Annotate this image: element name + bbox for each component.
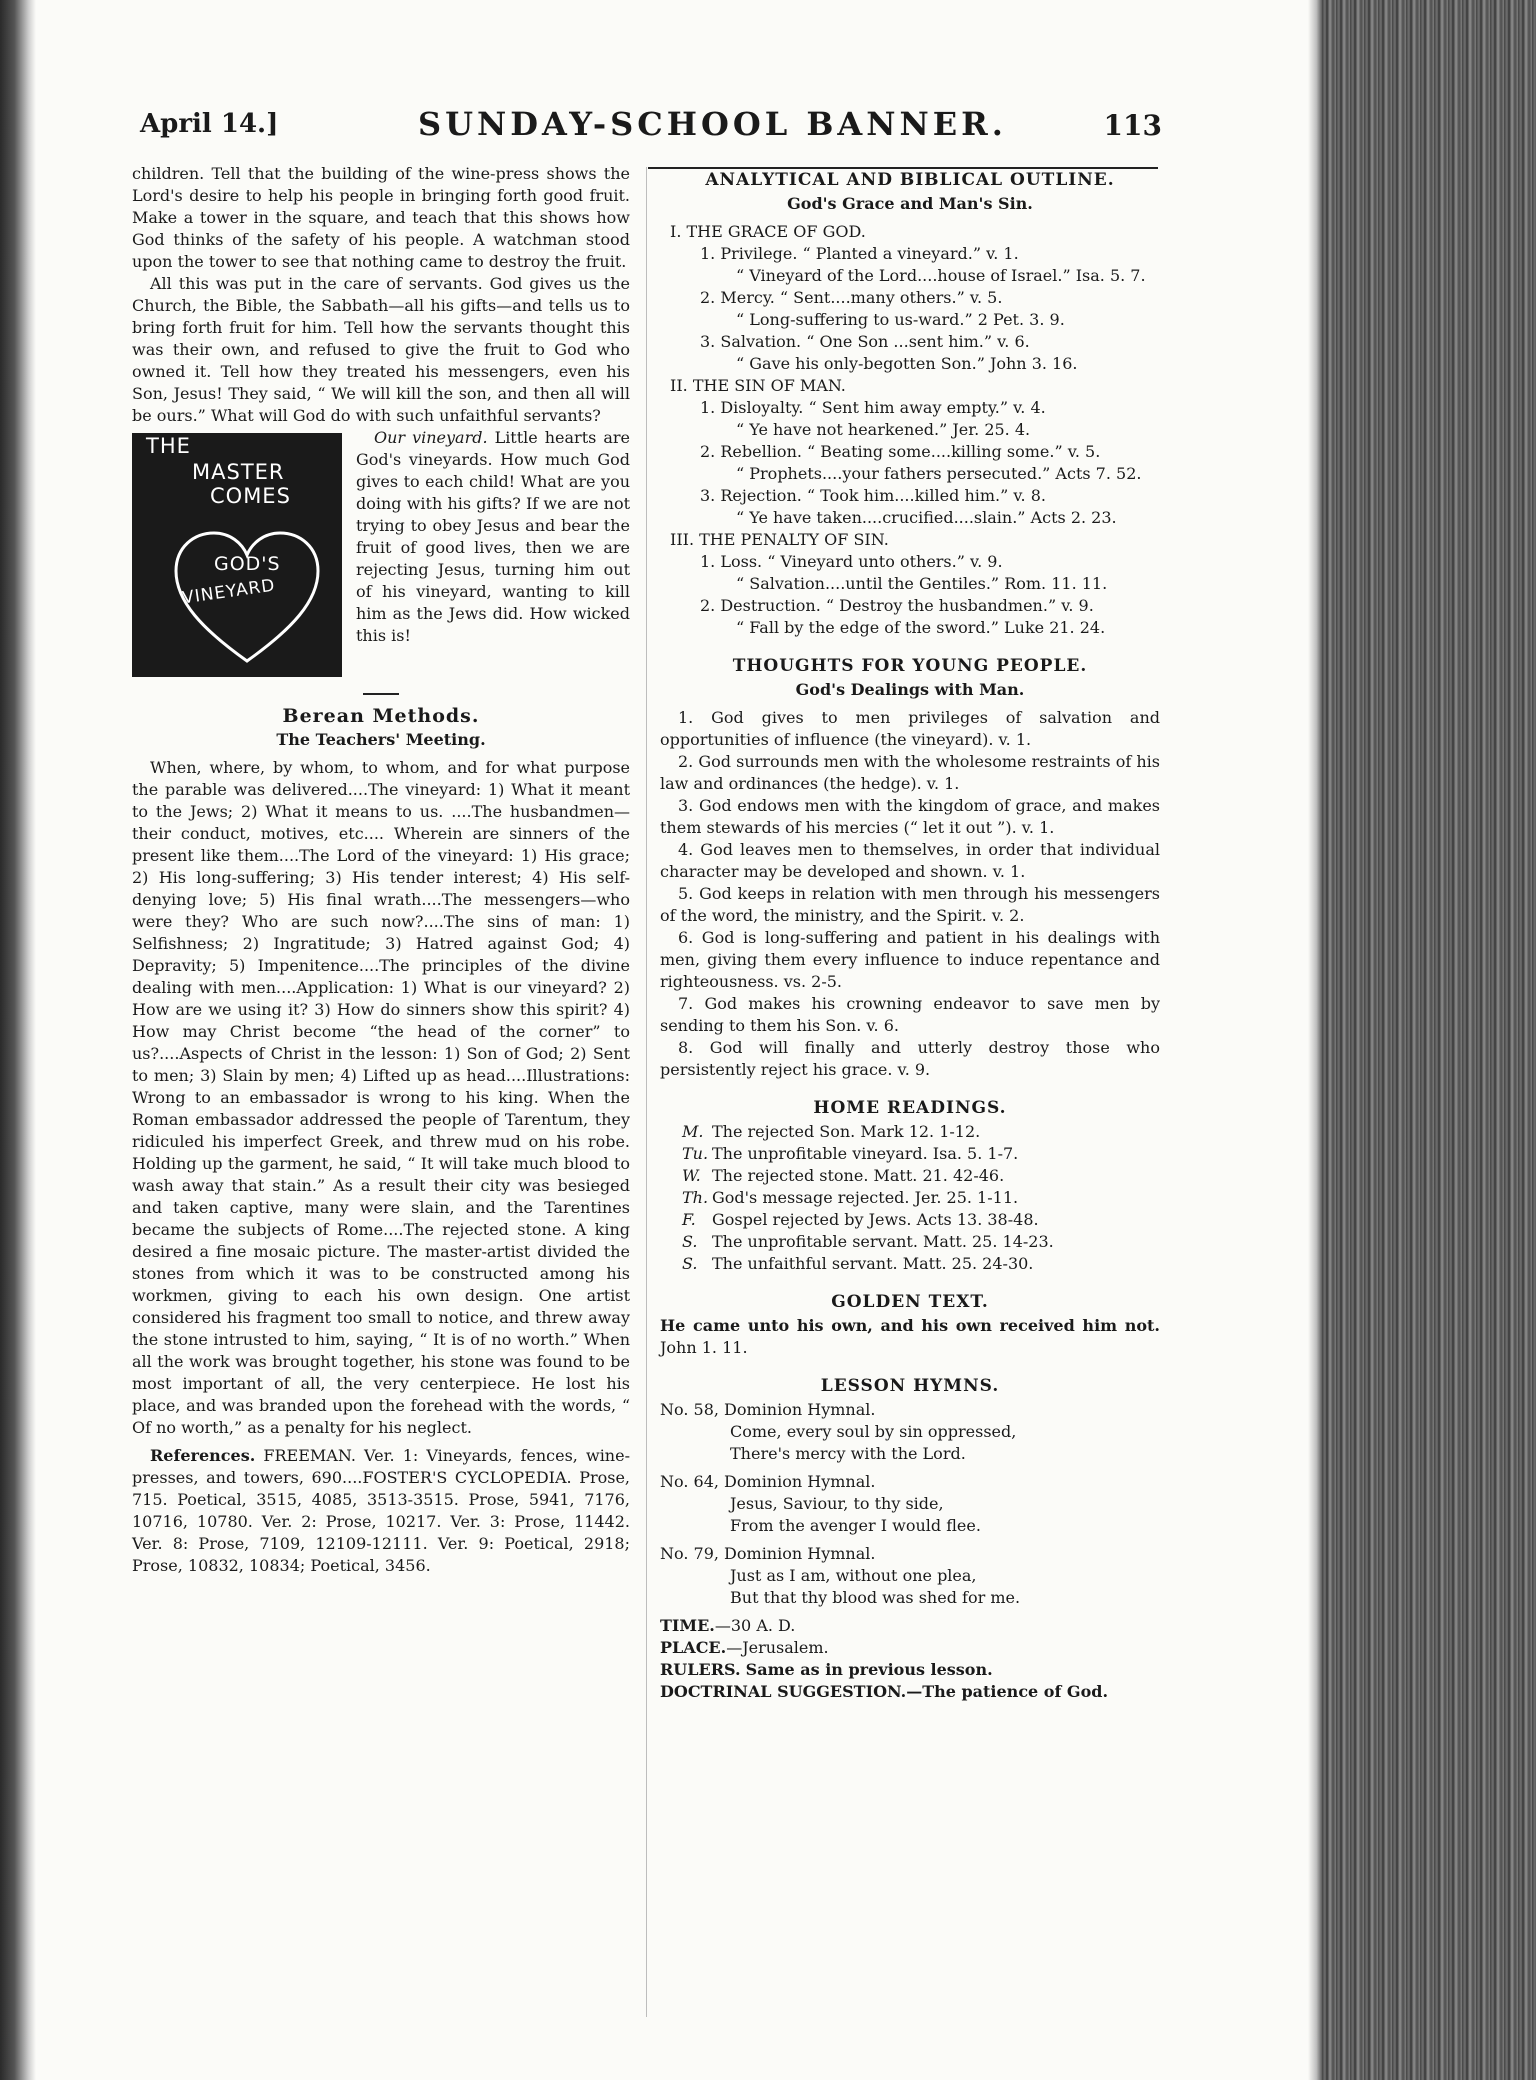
lesson-hymns-list — [660, 1399, 1160, 1609]
outline-subtitle: God's Grace and Man's Sin. — [787, 194, 1033, 213]
section-divider — [363, 693, 399, 695]
outline-item: 2. Rebellion. “ Beating some....killing some.” v. 5. — [700, 442, 1101, 461]
hymn-number: No. 79, Dominion Hymnal. — [660, 1544, 876, 1563]
hymn-verse-line: Just as I am, without one plea, — [730, 1566, 977, 1585]
hymn-number: No. 64, Dominion Hymnal. — [660, 1472, 876, 1491]
references-text: FREEMAN. Ver. 1: Vineyards, fences, wine-presses, and towers, 690....FOSTER'S CYCLOPEDIA. Prose, 715. Poetical, 3515, 4085, 3513-3515. Prose, 5941, 7176, 10716, 10780. Ver. 2: Prose, 10217. Ver. 3: Prose, 11442. Ver. 8: Prose, 7109, 12109-12111. Ver. 9: Poetical, 2918; Prose, 10832, 10834; Poetical, 3456. — [132, 1446, 630, 1575]
teachers-meeting-text: When, where, by whom, to whom, and for what purpose the parable was delivered....The vineyard: 1) What it meant to the Jews; 2) What it means to us. ....The husbandmen—their conduct, motives, etc.... Wherein are sinners of the present like them....The Lord of the vineyard: 1) His grace; 2) His long-suffering; 3) His tender interest; 4) His self-denying love; 5) His final wrath....The messengers—who were they? Who are such now?....The sins of man: 1) Selfishness; 2) Ingratitude; 3) Hatred against God; 4) Depravity; 5) Impenitence....The principles of the divine dealing with men....Application: 1) What is our vineyard? 2) How are we using it? 3) How do sinners show this spirit? 4) How may Christ become “the head of the corner” to us?....Aspects of Christ in the lesson: 1) Son of God; 2) Sent to men; 3) Slain by men; 4) Lifted up as head....Illustrations: Wrong to an embassador is wrong to his king. When the Roman embassador addressed the people of Tarentum, they ridiculed his imperfect Greek, and threw mud on his robe. Holding up the garment, he said, “ It will take much blood to wash away that stain.” As a result their city was besieged and taken captive, many were slain, and the Tarentines became the subjects of Rome....The rejected stone. A king desired a fine mosaic picture. The master-artist divided the stones from which it was to be constructed among his workmen, giving to each his own design. One artist considered his fragment too small to notice, and threw away the stone intrusted to him, saying, “ It is of no worth.” When all the work was brought together, his stone was found to be most important of all, the very centerpiece. He lost his place, and was branded upon the forehead with the words, “ Of no worth,” as a penalty for his neglect. — [132, 758, 630, 1437]
home-reading-text: The unfaithful servant. Matt. 25. 24-30. — [712, 1254, 1034, 1273]
home-reading-day: M. — [682, 1122, 704, 1141]
place-line: PLACE.—Jerusalem. — [660, 1638, 829, 1657]
hymn-entry — [660, 1399, 1160, 1465]
right-column — [660, 169, 1160, 1703]
lesson-hymns-title: LESSON HYMNS. — [820, 1376, 1000, 1396]
outline-item: II. THE SIN OF MAN. — [670, 376, 846, 395]
home-reading-item — [660, 1165, 1160, 1187]
outline-item: “ Ye have taken....crucified....slain.” Acts 2. 23. — [736, 508, 1117, 527]
home-reading-item — [660, 1209, 1160, 1231]
home-reading-text: The rejected stone. Matt. 21. 42-46. — [712, 1166, 1005, 1185]
book-page-edges — [1308, 0, 1536, 2080]
hymn-number: No. 58, Dominion Hymnal. — [660, 1400, 876, 1419]
outline-item: “ Long-suffering to us-ward.” 2 Pet. 3. 9. — [736, 310, 1065, 329]
hymn-verse-line: Jesus, Saviour, to thy side, — [730, 1494, 944, 1513]
home-readings-title: HOME READINGS. — [813, 1098, 1007, 1118]
outline-item: 3. Salvation. “ One Son ...sent him.” v. 6. — [700, 332, 1030, 351]
thought-item: 6. God is long-suffering and patient in his dealings with men, giving them every influence to induce repentance and righteousness. vs. 2-5. — [660, 928, 1160, 991]
outline-item: 3. Rejection. “ Took him....killed him.” v. 8. — [700, 486, 1046, 505]
header-date: April 14.] — [140, 109, 279, 139]
page — [100, 95, 1162, 1995]
home-reading-day: S. — [682, 1254, 698, 1273]
left-column — [132, 163, 630, 1577]
outline-item: “ Vineyard of the Lord....house of Israel.” Isa. 5. 7. — [736, 266, 1146, 285]
hymn-verse-line: But that thy blood was shed for me. — [730, 1588, 1021, 1607]
intro-paragraph-1: children. Tell that the building of the wine-press shows the Lord's desire to help his people in bringing forth good fruit. Make a tower in the square, and teach that this shows how God thinks of the safety of his people. A watchman stood upon the tower to see that nothing came to destroy the fruit. — [132, 164, 630, 271]
time-line: TIME.—30 A. D. — [660, 1616, 796, 1635]
home-reading-text: Gospel rejected by Jews. Acts 13. 38-48. — [712, 1210, 1039, 1229]
outline-item: 2. Destruction. “ Destroy the husbandmen.” v. 9. — [700, 596, 1094, 615]
home-reading-day: S. — [682, 1232, 698, 1251]
outline-item: “ Salvation....until the Gentiles.” Rom. 11. 11. — [736, 574, 1108, 593]
outline-item: 2. Mercy. “ Sent....many others.” v. 5. — [700, 288, 1003, 307]
home-reading-text: The unprofitable servant. Matt. 25. 14-23. — [712, 1232, 1054, 1251]
running-header — [140, 105, 1162, 155]
adjacent-page-edge — [0, 0, 36, 2080]
outline-item: “ Ye have not hearkened.” Jer. 25. 4. — [736, 420, 1031, 439]
thought-item: 4. God leaves men to themselves, in order that individual character may be developed and shown. v. 1. — [660, 840, 1160, 881]
outline-item: “ Prophets....your fathers persecuted.” Acts 7. 52. — [736, 464, 1142, 483]
thoughts-list — [660, 707, 1160, 1081]
outline-item: “ Fall by the edge of the sword.” Luke 21. 24. — [736, 618, 1106, 637]
hymn-verse-line: There's mercy with the Lord. — [730, 1444, 966, 1463]
header-title: SUNDAY-SCHOOL BANNER. — [418, 105, 1007, 143]
thought-item: 3. God endows men with the kingdom of grace, and makes them stewards of his mercies (“ let it out ”). v. 1. — [660, 796, 1160, 837]
home-reading-item — [660, 1231, 1160, 1253]
thoughts-title: THOUGHTS FOR YOUNG PEOPLE. — [732, 656, 1088, 676]
outline-item: I. THE GRACE OF GOD. — [670, 222, 866, 241]
hymn-entry — [660, 1543, 1160, 1609]
outline-item: III. THE PENALTY OF SIN. — [670, 530, 889, 549]
outline-item: 1. Disloyalty. “ Sent him away empty.” v. 4. — [700, 398, 1046, 417]
home-reading-day: Tu. — [682, 1144, 709, 1163]
golden-text-title: GOLDEN TEXT. — [831, 1292, 989, 1312]
vineyard-lead: Our vineyard. — [374, 428, 488, 447]
doctrinal-line: DOCTRINAL SUGGESTION.—The patience of God. — [660, 1682, 1109, 1701]
outline-title: ANALYTICAL AND BIBLICAL OUTLINE. — [705, 170, 1115, 190]
thought-item: 8. God will finally and utterly destroy those who persistently reject his grace. v. 9. — [660, 1038, 1160, 1079]
home-reading-day: Th. — [682, 1188, 709, 1207]
home-reading-day: W. — [682, 1166, 701, 1185]
home-readings-list — [660, 1121, 1160, 1275]
home-reading-text: God's message rejected. Jer. 25. 1-11. — [712, 1188, 1019, 1207]
hymn-verse-line: Come, every soul by sin oppressed, — [730, 1422, 1017, 1441]
berean-methods-title: Berean Methods. — [282, 705, 480, 727]
page-number: 113 — [1103, 109, 1162, 142]
outline-list — [660, 221, 1160, 639]
hymn-entry — [660, 1471, 1160, 1537]
thought-item: 5. God keeps in relation with men through his messengers of the word, the ministry, and the Spirit. v. 2. — [660, 884, 1160, 925]
golden-text: He came unto his own, and his own received him not. John 1. 11. — [660, 1316, 1160, 1357]
golden-text-ref: John 1. 11. — [660, 1338, 748, 1357]
intro-paragraph-2: All this was put in the care of servants. God gives us the Church, the Bible, the Sabbath—all his gifts—and tells us to bring forth fruit for him. Tell how the servants thought this was their own, and refused to give the fruit to God who owned it. Tell how they treated his messengers, even his Son, Jesus! They said, “ We will kill the son, and then all will be ours.” What will God do with such unfaithful servants? — [132, 274, 630, 425]
rulers-line: RULERS. Same as in previous lesson. — [660, 1660, 993, 1679]
vineyard-paragraph: Little hearts are God's vineyards. How much God gives to each child! What are you doing with his gifts? If we are not trying to obey Jesus and bear the fruit of good lives, then we are rejecting Jesus, turning him out of his vineyard, wanting to kill him as the Jews did. How wicked this is! — [356, 428, 630, 645]
thoughts-subtitle: God's Dealings with Man. — [795, 680, 1025, 699]
hymn-verse-line: From the avenger I would flee. — [730, 1516, 981, 1535]
home-reading-item — [660, 1143, 1160, 1165]
references-label: References. — [150, 1446, 256, 1465]
thought-item: 2. God surrounds men with the wholesome restraints of his law and ordinances (the hedge). v. 1. — [660, 752, 1160, 793]
home-reading-day: F. — [682, 1210, 696, 1229]
home-reading-item — [660, 1121, 1160, 1143]
outline-item: 1. Privilege. “ Planted a vineyard.” v. 1. — [700, 244, 1019, 263]
home-reading-item — [660, 1253, 1160, 1275]
outline-item: “ Gave his only-begotten Son.” John 3. 16. — [736, 354, 1078, 373]
thought-item: 1. God gives to men privileges of salvation and opportunities of influence (the vineyard). v. 1. — [660, 708, 1160, 749]
home-reading-item — [660, 1187, 1160, 1209]
teachers-meeting-title: The Teachers' Meeting. — [276, 730, 486, 749]
master-comes-illustration: THE MASTER COMES GOD'S VINEYARD — [132, 433, 342, 677]
column-rule — [646, 167, 647, 2017]
home-reading-text: The rejected Son. Mark 12. 1-12. — [712, 1122, 981, 1141]
thought-item: 7. God makes his crowning endeavor to save men by sending to them his Son. v. 6. — [660, 994, 1160, 1035]
outline-item: 1. Loss. “ Vineyard unto others.” v. 9. — [700, 552, 1003, 571]
home-reading-text: The unprofitable vineyard. Isa. 5. 1-7. — [712, 1144, 1019, 1163]
